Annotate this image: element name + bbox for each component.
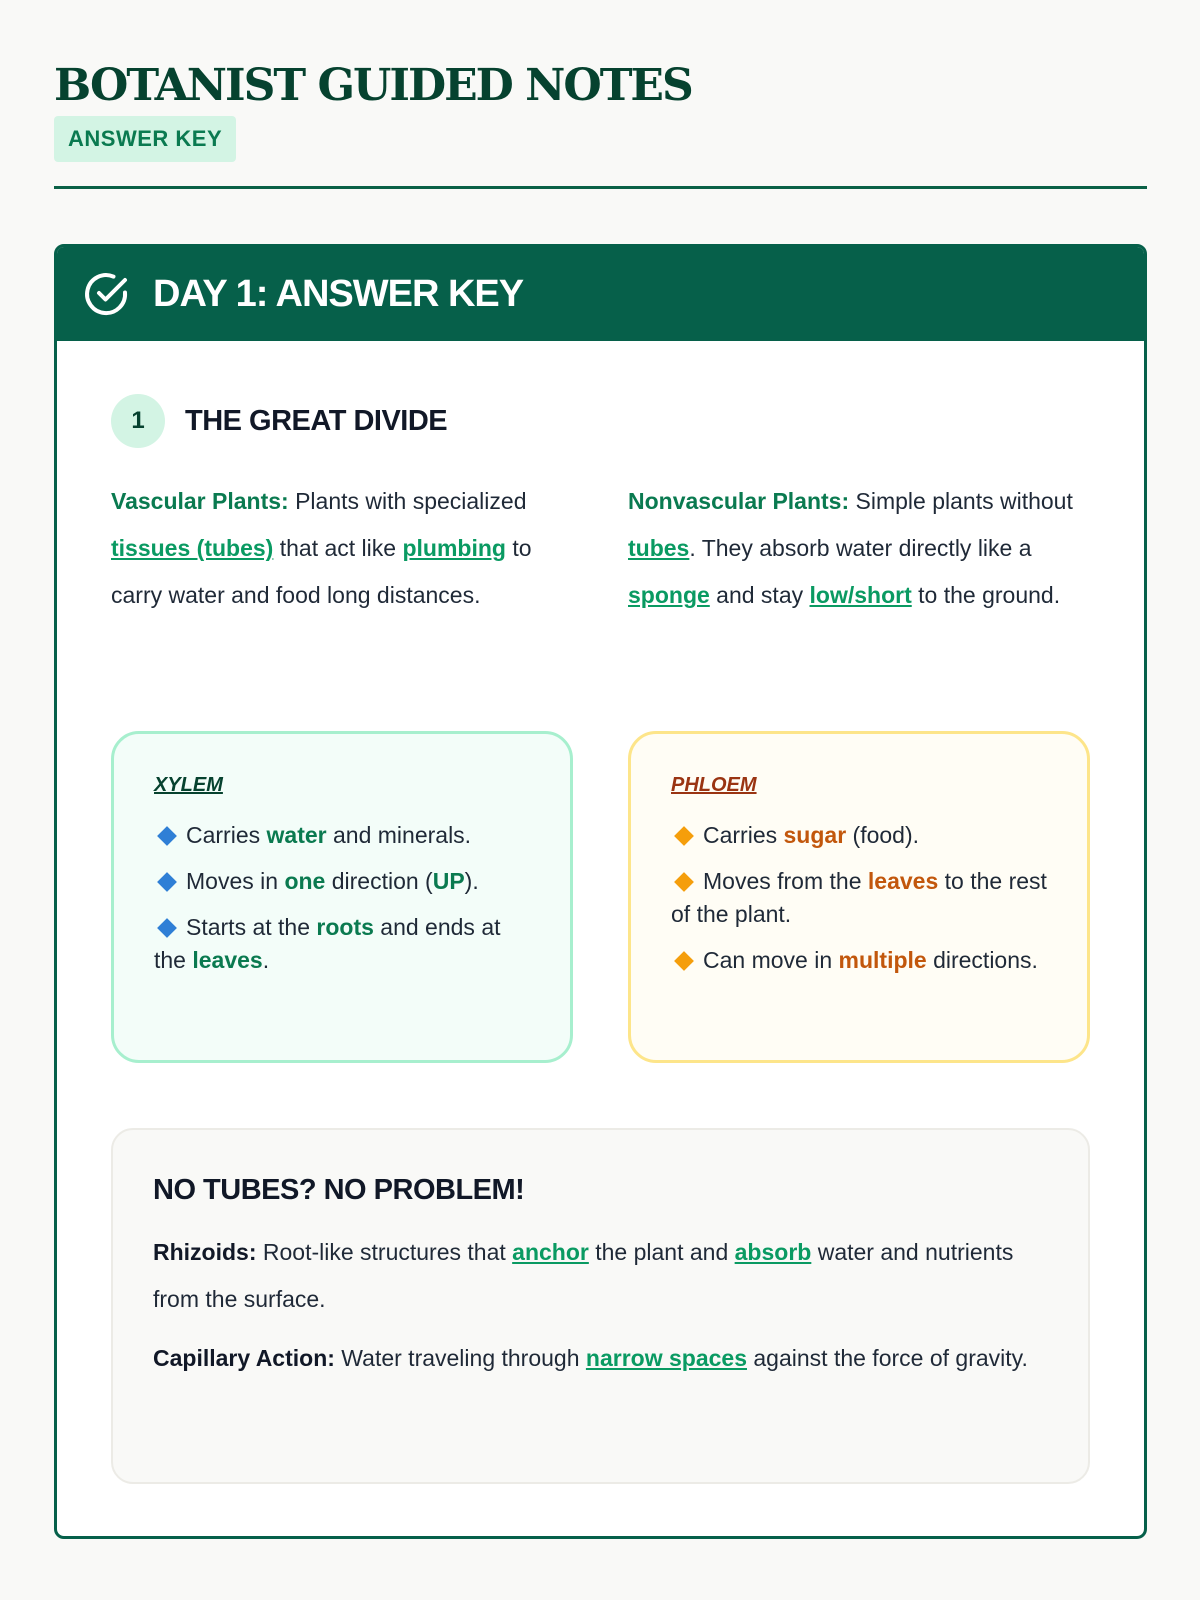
section-title: THE GREAT DIVIDE <box>185 404 448 437</box>
definition-text: to carry water and food long distances. <box>111 535 532 608</box>
xylem-title: XYLEM <box>154 774 223 796</box>
day-card <box>54 244 1147 1539</box>
vascular-definition <box>111 478 576 619</box>
blue-diamond-icon <box>157 918 177 938</box>
blue-diamond-icon <box>157 826 177 846</box>
keyword: multiple <box>838 947 927 973</box>
definition-text: that act like <box>273 535 403 561</box>
nonvascular-definition <box>628 478 1093 619</box>
capillary-label: Capillary Action: <box>153 1345 335 1371</box>
nonvascular-term: Nonvascular Plants: <box>628 488 850 514</box>
orange-diamond-icon <box>674 826 694 846</box>
keyword: leaves <box>192 947 263 973</box>
definition-text: . They absorb water directly like a <box>689 535 1032 561</box>
orange-diamond-icon <box>674 951 694 971</box>
phloem-list <box>671 819 1047 977</box>
section-header <box>111 394 447 448</box>
rhizoids-label: Rhizoids: <box>153 1239 257 1265</box>
item-text: Carries <box>186 822 267 848</box>
page-header <box>54 58 1147 162</box>
keyword: roots <box>316 914 374 940</box>
definition-text: Simple plants without <box>849 488 1073 514</box>
day-header <box>57 247 1144 341</box>
definition-text: Plants with specialized <box>288 488 527 514</box>
check-circle-icon <box>81 268 133 320</box>
keyword: sugar <box>783 822 847 848</box>
answer-tissues: tissues (tubes) <box>111 535 274 561</box>
keyword: water <box>266 822 327 848</box>
list-item <box>671 865 1047 931</box>
no-tubes-box <box>111 1128 1090 1484</box>
page-title: BOTANIST GUIDED NOTES <box>54 60 692 111</box>
item-text: Moves from the <box>703 868 868 894</box>
definition-text: Water traveling through <box>334 1345 586 1371</box>
answer-plumbing: plumbing <box>402 535 506 561</box>
xylem-list <box>154 819 530 977</box>
definition-text: against the force of gravity. <box>747 1345 1028 1371</box>
answer-key-badge: ANSWER KEY <box>54 116 236 162</box>
no-tubes-title: NO TUBES? NO PROBLEM! <box>153 1174 525 1206</box>
item-text: (food). <box>846 822 920 848</box>
list-item <box>154 819 530 852</box>
answer-sponge: sponge <box>628 582 710 608</box>
section-number: 1 <box>111 394 165 448</box>
answer-low-short: low/short <box>809 582 912 608</box>
answer-tubes: tubes <box>628 535 690 561</box>
item-text: ). <box>464 868 479 894</box>
item-text: Starts at the <box>186 914 317 940</box>
item-text: Carries <box>703 822 784 848</box>
vascular-term: Vascular Plants: <box>111 488 289 514</box>
definition-text: Root-like structures that <box>256 1239 513 1265</box>
blue-diamond-icon <box>157 872 177 892</box>
keyword: leaves <box>867 868 939 894</box>
list-item <box>671 944 1047 977</box>
item-text: and ends at the <box>154 914 501 973</box>
list-item <box>154 911 530 977</box>
keyword: one <box>284 868 326 894</box>
phloem-title: PHLOEM <box>671 774 757 796</box>
item-text: Moves in <box>186 868 285 894</box>
item-text: and minerals. <box>326 822 472 848</box>
answer-absorb: absorb <box>734 1239 812 1265</box>
list-item <box>154 865 530 898</box>
definition-text: and stay <box>709 582 810 608</box>
rhizoids-definition <box>153 1229 1048 1323</box>
item-text: direction ( <box>325 868 433 894</box>
xylem-box <box>111 731 573 1063</box>
header-divider <box>54 186 1147 189</box>
list-item <box>671 819 1047 852</box>
answer-narrow-spaces: narrow spaces <box>585 1345 747 1371</box>
answer-anchor: anchor <box>512 1239 589 1265</box>
definition-text: the plant and <box>588 1239 735 1265</box>
day-title: DAY 1: ANSWER KEY <box>153 272 524 315</box>
orange-diamond-icon <box>674 872 694 892</box>
phloem-box <box>628 731 1090 1063</box>
definition-text: water and nutrients from the surface. <box>153 1239 1014 1312</box>
capillary-definition <box>153 1335 1048 1382</box>
item-text: . <box>262 947 270 973</box>
item-text: to the rest of the plant. <box>671 868 1047 927</box>
keyword: UP <box>432 868 465 894</box>
item-text: directions. <box>926 947 1038 973</box>
item-text: Can move in <box>703 947 839 973</box>
definition-text: to the ground. <box>911 582 1061 608</box>
